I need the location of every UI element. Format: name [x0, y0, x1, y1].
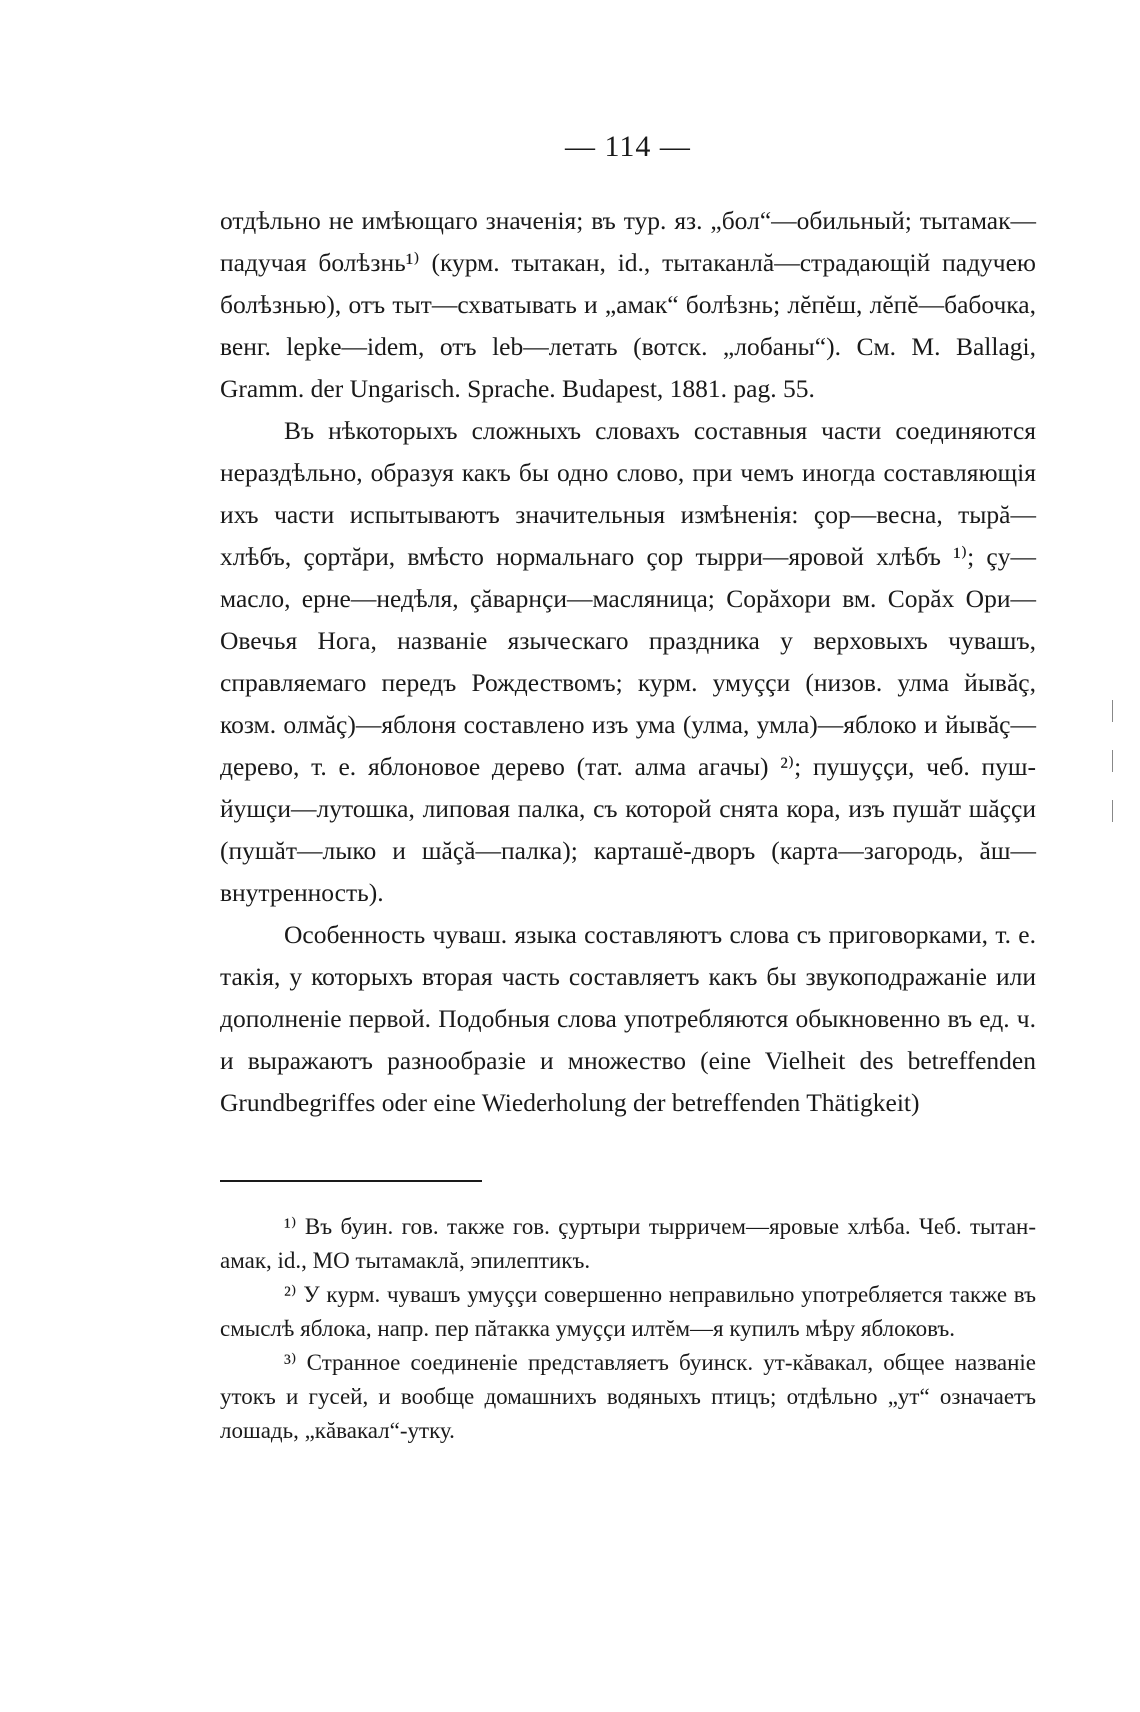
body-paragraph-2: Въ нѣкоторыхъ сложныхъ словахъ составныя части соединяются нераздѣльно, образуя какъ бы одно слово, при чемъ иногда составляющія ихъ части испытываютъ значительныя измѣненія: çор—весна, тырă—хлѣбъ, çортăри, вмѣсто нормальнаго çор тырри—яровой хлѣбъ ¹⁾; çу—масло, ерне—недѣля, çăварнçи—масляница; Сорăхори вм. Сорăх Ори—Овечья Нога, названіе языческаго праздника у верховыхъ чувашъ, справляемаго передъ Рождествомъ; курм. умуççи (низов. улма йывăç, козм. олмăç)—яблоня составлено изъ ума (улма, умла)—яблоко и йывăç—дерево, т. е. яблоновое дерево (тат. алма агачы) ²⁾; пушуççи, чеб. пуш-йушçи—лутошка, липовая палка, съ которой снята кора, изъ пушăт шăççи (пушăт—лыко и шăçă—палка); карташĕ-дворъ (карта—загородь, ăш—внутренность).	[220, 416, 1036, 907]
footnote-3: ³⁾ Странное соединеніе представляетъ буинск. ут-кăвакал, общее названіе утокъ и гусей, и вообще домашнихъ водяныхъ птицъ; отдѣльно „ут“ означаетъ лошадь, „кăвакал“-утку.	[220, 1350, 1036, 1443]
margin-mark	[1112, 750, 1113, 772]
footnote-2: ²⁾ У курм. чувашъ умуççи совершенно неправильно употребляется также въ смыслѣ яблока, напр. пер пăтакка умуççи илтĕм—я купилъ мѣру яблоковъ.	[220, 1282, 1036, 1341]
margin-mark	[1112, 700, 1113, 722]
margin-mark	[1112, 800, 1113, 822]
book-page	[220, 130, 1036, 1448]
body-paragraph-3: Особенность чуваш. языка составляютъ слова съ приговорками, т. е. такія, у которыхъ вторая часть составляетъ какъ бы звукоподражаніе или дополненіе первой. Подобныя слова употребляются обыкновенно въ ед. ч. и выражаютъ разнообразіе и множество (eine Vielheit des betreffenden Grundbegriffes oder eine Wiederholung der betreffenden Thätigkeit)	[220, 920, 1036, 1117]
page-number: — 114 —	[565, 130, 691, 163]
footnote-1: ¹⁾ Въ буин. гов. также гов. çуртыри тырричем—яровые хлѣба. Чеб. тытан-амак, id., МО тытамаклă, эпилептикъ.	[220, 1214, 1036, 1273]
footnote-divider	[220, 1180, 482, 1182]
body-paragraph-1: отдѣльно не имѣющаго значенія; въ тур. яз. „бол“—обильный; тытамак—падучая болѣзнь¹⁾ (курм. тытакан, id., тытаканлă—страдающій падучею болѣзнью), отъ тыт—схватывать и „амак“ болѣзнь; лĕпĕш, лĕпĕ—бабочка, венг. lepke—idem, отъ leb—летать (вотск. „лобаны“). См. M. Ballagi, Gramm. der Ungarisch. Sprache. Budapest, 1881. pag. 55.	[220, 206, 1036, 403]
